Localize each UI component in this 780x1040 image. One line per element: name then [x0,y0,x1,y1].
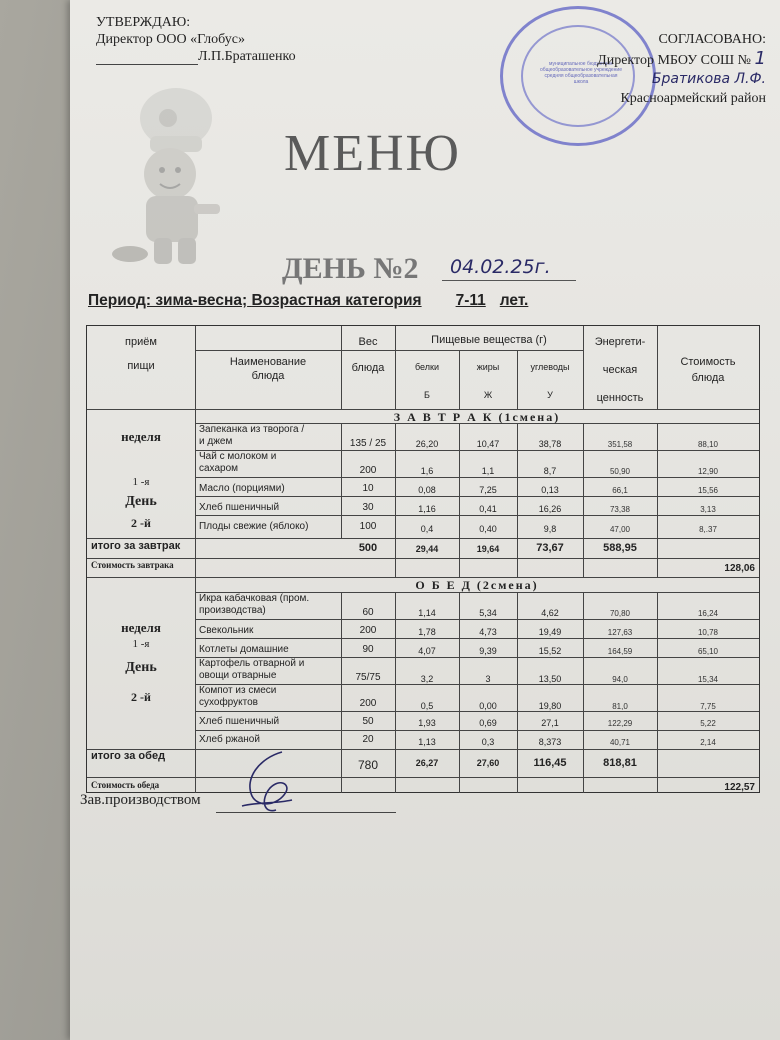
breakfast-row-3-weight: 10 [362,483,374,494]
approve-name: Л.П.Браташенко [198,49,296,64]
breakfast-row-4-energy: 73,38 [609,505,631,514]
breakfast-row-2-cost: 12,90 [697,467,719,476]
agree-name: Братикова Л.Ф. [651,71,766,87]
approval-block [96,14,296,65]
age-label: Возрастная категория [251,292,422,309]
lunch-row-2-name: Свекольник [199,625,254,636]
agree-school-number: 1 [754,48,766,69]
breakfast-row-4-weight: 30 [362,502,374,513]
approve-title: УТВЕРЖДАЮ: [96,15,191,30]
lunch-row-1-protein: 1,14 [418,608,436,618]
lunch-day-number: 2 -й [131,690,151,704]
lunch-week-label: неделя [121,620,161,635]
lunch-row-5-protein: 0,5 [420,701,434,711]
agreement-block [486,30,766,108]
lunch-row-2-energy: 127,63 [607,628,633,637]
header-nutrients: Пищевые вещества (г) [431,334,547,346]
age-value: 7-11 [455,292,486,309]
lunch-row-5-fat: 0,00 [479,701,497,711]
signature-label: Зав.производством [80,792,201,808]
breakfast-row-2-weight: 200 [359,465,377,476]
lunch-row-6-protein: 1,93 [418,718,436,728]
lunch-row-4-protein: 3,2 [420,674,434,684]
header-protein-2: Б [424,390,430,400]
header-weight-1: Вес [358,336,378,348]
menu-table [86,325,760,793]
lunch-week-number: 1 -я [132,638,150,650]
breakfast-day-word: День [125,494,157,509]
breakfast-row-4-carb: 16,26 [538,504,562,514]
breakfast-row-2-carb: 8,7 [543,466,557,476]
breakfast-row-3-fat: 7,25 [479,485,497,495]
header-dish-2: блюда [251,370,285,382]
lunch-row-6-fat: 0,69 [479,718,497,728]
approve-signature-line [96,51,198,65]
breakfast-row-3-carb: 0,13 [541,485,559,495]
breakfast-row-4-fat: 0,41 [479,504,497,514]
breakfast-row-2-fat: 1,1 [481,466,495,476]
header-energy-2: ческая [602,364,638,376]
breakfast-total-fat: 19,64 [476,544,500,554]
lunch-row-7-name: Хлеб ржаной [199,734,260,745]
lunch-cost-value: 122,57 [724,782,755,793]
header-weight-2: блюда [351,362,385,374]
breakfast-row-4-cost: 3,13 [700,505,716,514]
lunch-row-3-cost: 65,10 [697,647,719,656]
header-carb-2: У [547,390,553,400]
lunch-row-3-name: Котлеты домашние [199,644,289,655]
breakfast-row-3-name: Масло (порциями) [199,483,285,494]
approve-role: Директор ООО «Глобус» [96,32,245,47]
header-dish-1: Наименование [229,356,307,368]
lunch-total-fat: 27,60 [476,758,500,768]
lunch-row-4-carb: 13,50 [538,674,562,684]
period-line [88,292,528,310]
lunch-row-1-fat: 5,34 [479,608,497,618]
lunch-row-6-name: Хлеб пшеничный [199,716,280,727]
breakfast-row-5-protein: 0,4 [420,524,434,534]
lunch-row-2-fat: 4,73 [479,627,497,637]
agree-role: Директор МБОУ СОШ № [597,53,752,68]
date-underline [442,280,576,281]
lunch-row-3-protein: 4,07 [418,646,436,656]
agree-district: Красноармейский район [620,91,766,106]
breakfast-row-4-name: Хлеб пшеничный [199,502,280,513]
lunch-row-3-carb: 15,52 [538,646,562,656]
lunch-row-1-cost: 16,24 [697,609,719,618]
lunch-row-3-weight: 90 [362,644,374,655]
agree-title: СОГЛАСОВАНО: [658,32,766,47]
lunch-row-1-name: Икра кабачковая (пром. производства) [199,593,310,616]
header-fat-2: Ж [483,390,493,400]
header-carb-1: углеводы [530,362,570,372]
breakfast-cost-value: 128,06 [724,563,755,574]
lunch-row-1-carb: 4,62 [541,608,559,618]
breakfast-row-5-energy: 47,00 [609,525,631,534]
lunch-row-4-weight: 75/75 [355,672,381,683]
lunch-row-3-fat: 9,39 [479,646,497,656]
header-energy-1: Энергети- [594,336,646,348]
lunch-row-4-fat: 3 [485,674,491,684]
breakfast-row-1-cost: 88,10 [697,440,719,449]
breakfast-row-5-name: Плоды свежие (яблоко) [199,521,309,532]
lunch-row-6-carb: 27,1 [541,718,559,728]
lunch-row-7-fat: 0,3 [481,737,495,747]
header-meal-2: пищи [127,360,155,372]
breakfast-row-5-cost: 8,.37 [699,525,717,534]
lunch-row-6-energy: 122,29 [607,719,633,728]
lunch-row-4-cost: 15,34 [697,675,719,684]
breakfast-row-3-protein: 0,08 [418,485,436,495]
agree-role-row [486,49,766,70]
menu-title: МЕНЮ [284,125,461,182]
day-date: 04.02.25г. [450,256,551,278]
approve-name-row [96,48,296,65]
day-label: ДЕНЬ №2 [282,252,419,285]
lunch-row-5-carb: 19,80 [538,701,562,711]
age-unit: лет. [499,292,529,309]
header-protein-1: белки [415,362,439,372]
lunch-row-1-weight: 60 [362,607,374,618]
header-fat-1: жиры [476,362,500,372]
lunch-row-6-cost: 5,22 [700,719,716,728]
lunch-total-weight: 780 [357,758,379,772]
lunch-row-5-name: Компот из смеси сухофруктов [199,685,277,708]
breakfast-total-label: итого за завтрак [91,540,181,552]
breakfast-row-2-energy: 50,90 [609,467,631,476]
lunch-row-4-name: Картофель отварной и овощи отварные [199,658,305,681]
lunch-total-carb: 116,45 [533,757,567,769]
breakfast-row-3-cost: 15,56 [697,486,719,495]
handwritten-signature-image [230,748,310,818]
header-meal-1: приём [125,336,157,348]
breakfast-row-2-name: Чай с молоком и сахаром [199,451,277,474]
breakfast-row-1-energy: 351,58 [607,440,633,449]
lunch-total-energy: 818,81 [603,757,637,769]
breakfast-row-1-carb: 38,78 [538,439,562,449]
menu-sheet [70,0,780,1040]
period-label: Период: зима-весна; [88,292,248,309]
breakfast-week-label: неделя [121,429,161,444]
breakfast-row-1-weight: 135 / 25 [349,438,387,449]
breakfast-total-energy: 588,95 [603,542,637,554]
breakfast-title: З А В Т Р А К (1смена) [393,410,561,424]
lunch-row-7-carb: 8,373 [538,737,562,747]
lunch-row-7-energy: 40,71 [609,738,631,747]
lunch-row-2-weight: 200 [359,625,377,636]
breakfast-row-2-protein: 1,6 [420,466,434,476]
lunch-row-5-cost: 7,75 [700,702,716,711]
lunch-row-2-protein: 1,78 [418,627,436,637]
lunch-row-3-energy: 164,59 [607,647,633,656]
header-energy-3: ценность [596,392,644,404]
lunch-row-4-energy: 94,0 [612,675,628,684]
lunch-row-7-weight: 20 [362,734,374,745]
breakfast-row-1-protein: 26,20 [415,439,439,449]
lunch-row-1-energy: 70,80 [609,609,631,618]
breakfast-row-5-fat: 0,40 [479,524,497,534]
lunch-row-6-weight: 50 [362,716,374,727]
lunch-total-label: итого за обед [91,750,166,762]
breakfast-total-weight: 500 [358,542,378,554]
breakfast-row-3-energy: 66,1 [612,486,628,495]
lunch-day-word: День [125,660,157,675]
lunch-row-5-energy: 81,0 [612,702,628,711]
lunch-row-2-carb: 19,49 [538,627,562,637]
lunch-title: О Б Е Д (2смена) [415,578,539,592]
lunch-cost-label: Стоимость обеда [91,780,160,790]
header-cost-1: Стоимость [680,356,736,368]
lunch-row-5-weight: 200 [359,698,377,709]
breakfast-row-5-carb: 9,8 [543,524,557,534]
lunch-row-2-cost: 10,78 [697,628,719,637]
breakfast-row-5-weight: 100 [359,521,377,532]
breakfast-week-number: 1 -я [132,476,150,488]
chef-mascot-image [106,78,246,278]
lunch-row-7-protein: 1,13 [418,737,436,747]
stamp-text: муниципальное бюджетное общеобразовательное учреждение средняя общеобразовательная школа [540,61,622,85]
breakfast-row-4-protein: 1,16 [418,504,436,514]
breakfast-cost-label: Стоимость завтрака [91,560,174,570]
header-cost-2: блюда [691,372,725,384]
breakfast-row-1-fat: 10,47 [476,439,500,449]
breakfast-total-carb: 73,67 [536,542,564,554]
lunch-total-protein: 26,27 [415,758,439,768]
breakfast-total-protein: 29,44 [415,544,439,554]
breakfast-row-1-name: Запеканка из творога / и джем [199,424,305,447]
breakfast-day-number: 2 -й [131,516,151,530]
lunch-row-7-cost: 2,14 [700,738,716,747]
